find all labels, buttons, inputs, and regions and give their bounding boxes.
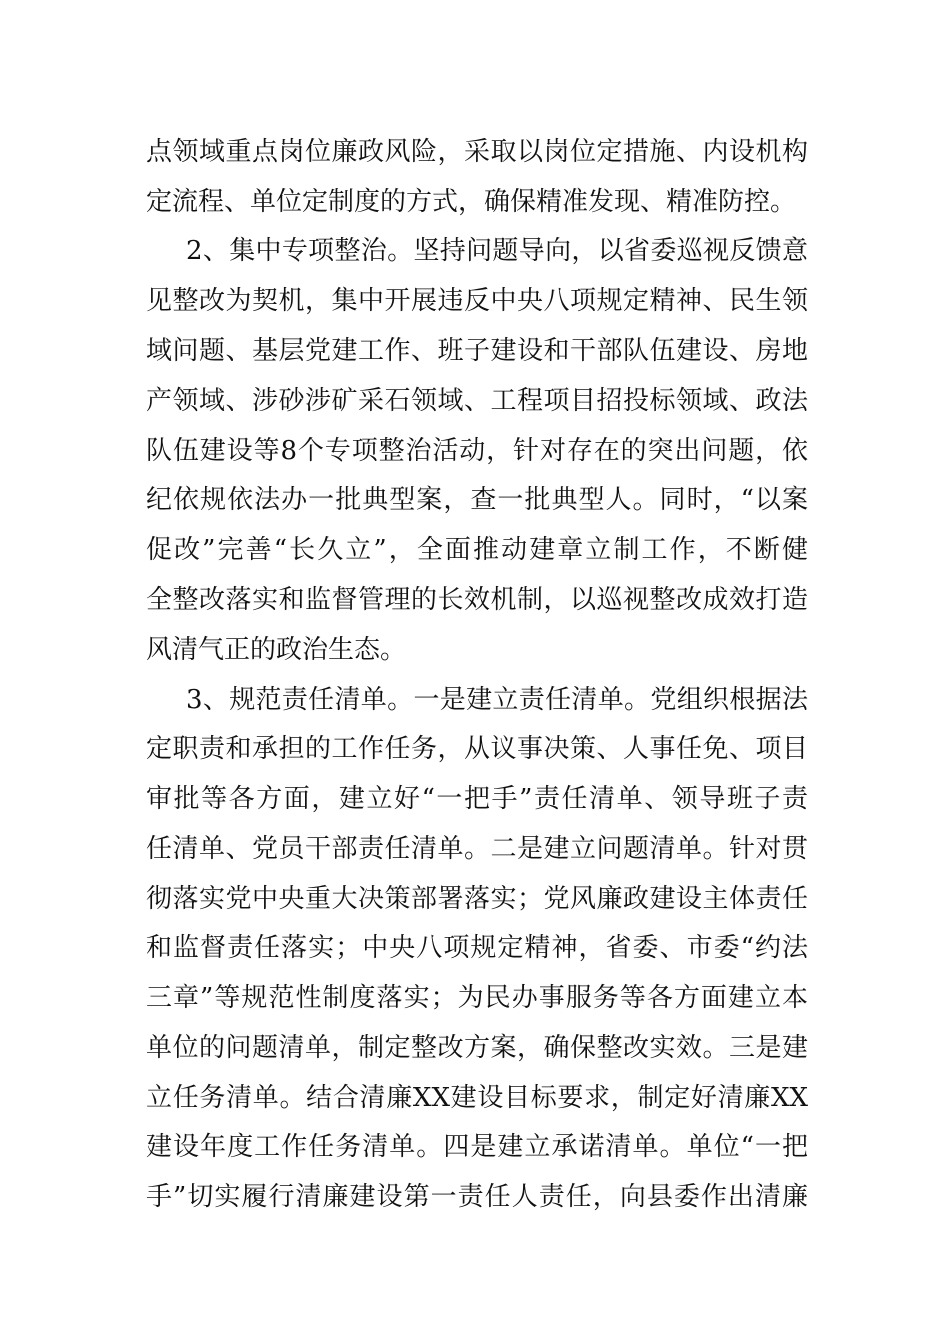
- text-line: 彻落实党中央重大决策部署落实；党风廉政建设主体责任: [146, 884, 808, 914]
- text-line: 风清气正的政治生态。: [146, 635, 407, 665]
- text-line: 定职责和承担的工作任务，从议事决策、人事任免、项目: [146, 734, 808, 764]
- text-line: 单位的问题清单，制定整改方案，确保整改实效。三是建: [146, 1033, 808, 1063]
- text-line: 纪依规依法办一批典型案，查一批典型人。同时，“以案: [146, 485, 808, 515]
- text-line: 任清单、党员干部责任清单。二是建立问题清单。针对贯: [146, 834, 808, 864]
- paragraph-start-line: 2、集中专项整治。坚持问题导向，以省委巡视反馈意: [186, 236, 808, 266]
- text-line: 建设年度工作任务清单。四是建立承诺清单。单位“一把: [146, 1132, 808, 1162]
- text-line: 定流程、单位定制度的方式，确保精准发现、精准防控。: [146, 187, 797, 217]
- text-line: 审批等各方面，建立好“一把手”责任清单、领导班子责: [146, 784, 808, 814]
- text-line: 立任务清单。结合清廉XX建设目标要求，制定好清廉XX: [146, 1083, 808, 1113]
- text-line: 三章”等规范性制度落实；为民办事服务等各方面建立本: [146, 983, 808, 1013]
- text-line: 和监督责任落实；中央八项规定精神，省委、市委“约法: [146, 933, 808, 963]
- text-line: 促改”完善“长久立”，全面推动建章立制工作，不断健: [146, 535, 808, 565]
- text-line: 全整改落实和监督管理的长效机制，以巡视整改成效打造: [146, 585, 808, 615]
- text-line: 见整改为契机，集中开展违反中央八项规定精神、民生领: [146, 286, 808, 316]
- text-line: 点领域重点岗位廉政风险，采取以岗位定措施、内设机构: [146, 137, 808, 167]
- text-line: 手”切实履行清廉建设第一责任人责任，向县委作出清廉: [146, 1182, 808, 1212]
- text-line: 域问题、基层党建工作、班子建设和干部队伍建设、房地: [146, 336, 808, 366]
- paragraph-start-line: 3、规范责任清单。一是建立责任清单。党组织根据法: [186, 685, 808, 715]
- text-line: 队伍建设等8个专项整治活动，针对存在的突出问题，依: [146, 436, 808, 466]
- text-line: 产领域、涉砂涉矿采石领域、工程项目招投标领域、政法: [146, 386, 808, 416]
